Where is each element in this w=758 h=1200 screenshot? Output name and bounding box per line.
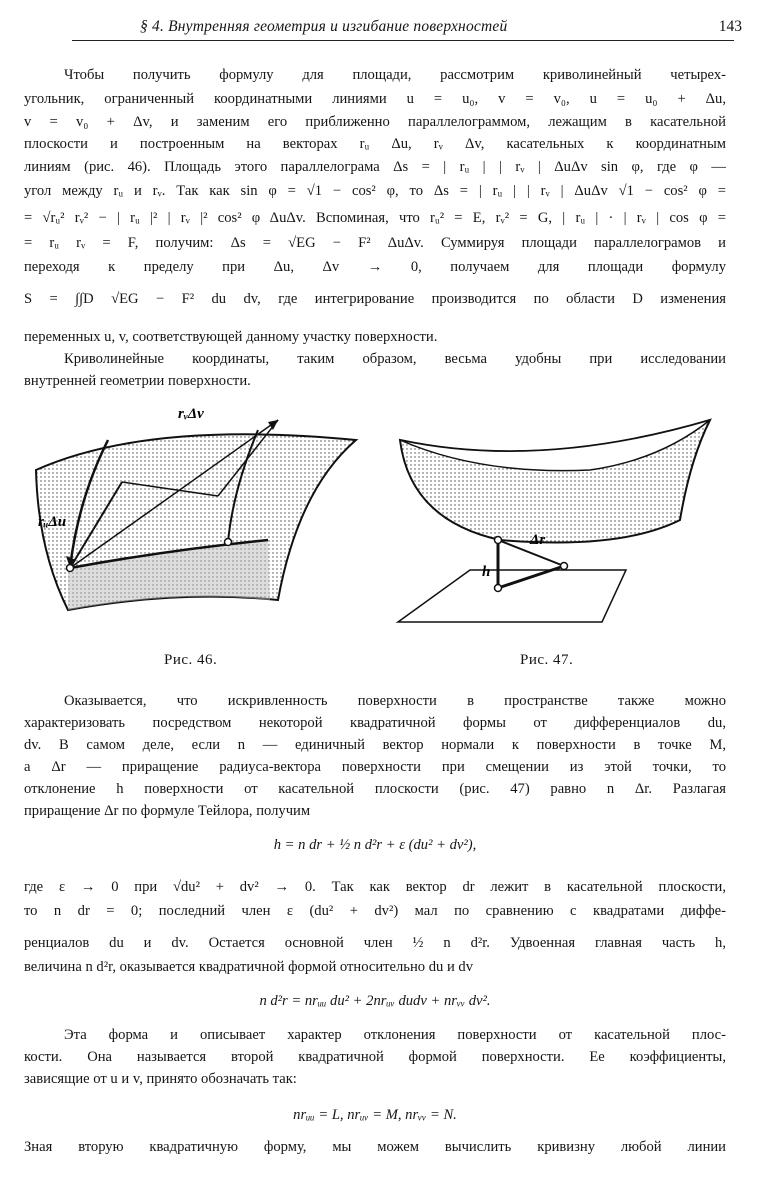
text-line: линиям (рис. 46). Площадь этого параллелограма Δs = | rᵤ | | rᵥ | ΔuΔv sin φ, где φ — bbox=[24, 159, 726, 175]
text-line: v = v₀ + Δv, и заменим его приближенно параллелограммом, лежащим в касательной bbox=[24, 114, 726, 130]
page-number: 143 bbox=[718, 18, 742, 35]
text-line: Криволинейные координаты, таким образом, весьма удобны при исследовании bbox=[64, 351, 726, 367]
text-line: величина n d²r, оказывается квадратичной формой относительно du и dv bbox=[24, 959, 473, 975]
text-line: внутренней геометрии поверхности. bbox=[24, 373, 251, 389]
text-line: то n dr = 0; последний член ε (du² + dv²) мал по сравнению с квадратами диффе- bbox=[24, 903, 726, 919]
text-line: угол между rᵤ и rᵥ. Так как sin φ = √1 − cos² φ, то Δs = | rᵤ | | rᵥ | ΔuΔv √1 − cos² φ = bbox=[24, 183, 726, 199]
text-line: Оказывается, что искривленность поверхности в пространстве также можно bbox=[64, 693, 726, 709]
point-shifted bbox=[561, 563, 568, 570]
text-line: переменных u, v, соответствующей данному участку поверхности. bbox=[24, 329, 438, 345]
text-line: кости. Она называется второй квадратичной формой поверхности. Ее коэффициенты, bbox=[24, 1049, 726, 1065]
text-line: = √rᵤ² rᵥ² − | rᵤ |² | rᵥ |² cos² φ ΔuΔv. Вспоминая, что rᵤ² = E, rᵥ² = G, | rᵤ | · | rᵥ | cos φ = bbox=[24, 210, 726, 226]
page-header bbox=[72, 16, 742, 41]
text-line: dv. В самом деле, если n — единичный вектор нормали к поверхности в точке M, bbox=[24, 737, 726, 753]
text-line: характеризовать посредством некоторой квадратичной формы от дифференциалов du, bbox=[24, 715, 726, 731]
text-line: переходя к пределу при Δu, Δv → 0, получаем для площади формулу bbox=[24, 259, 726, 275]
text-line: Зная вторую квадратичную форму, мы можем вычислить кривизну любой линии bbox=[24, 1139, 726, 1155]
arrowhead bbox=[268, 420, 278, 430]
text-line: плоскости и построенным на векторах rᵤ Δu, rᵥ Δv, касательных к координатным bbox=[24, 136, 726, 152]
figure-46-surface bbox=[28, 400, 368, 640]
point-m bbox=[495, 537, 502, 544]
text-line: а Δr — приращение радиуса-вектора поверхности при смещении из этой точки, то bbox=[24, 759, 726, 775]
text-line: ренциалов du и dv. Остается основной член ½ n d²r. Удвоенная главная часть h, bbox=[24, 935, 726, 951]
label-h: h bbox=[482, 564, 491, 580]
text-line: Эта форма и описывает характер отклонения поверхности от касательной плос- bbox=[64, 1027, 726, 1043]
text-line: где ε → 0 при √du² + dv² → 0. Так как вектор dr лежит в касательной плоскости, bbox=[24, 879, 726, 895]
corner-point bbox=[225, 539, 232, 546]
text-line: отклонение h поверхности от касательной плоскости (рис. 47) равно n Δr. Разлагая bbox=[24, 781, 726, 797]
area-formula-line: S = ∫∫D √EG − F² du dv, где интегрирование производится по области D изменения bbox=[24, 291, 726, 307]
label-delta-r: Δr bbox=[530, 532, 546, 548]
header-title: § 4. Внутренняя геометрия и изгибание поверхностей bbox=[140, 18, 508, 35]
text-line: = rᵤ rᵥ = F, получим: Δs = √EG − F² ΔuΔv. Суммируя площади параллелограмов и bbox=[24, 235, 726, 251]
label-rv-dv: rᵥΔv bbox=[178, 406, 204, 422]
tangent-plane bbox=[398, 570, 626, 622]
text-line: зависящие от u и v, принято обозначать так: bbox=[24, 1071, 297, 1087]
text-line: Чтобы получить формулу для площади, рассмотрим криволинейный четырех- bbox=[64, 67, 726, 83]
text-line: угольник, ограниченный координатными линиями u = u₀, v = v₀, u = u₀ + Δu, bbox=[24, 91, 726, 107]
figure-46-caption: Рис. 46. bbox=[164, 652, 218, 668]
text-line: приращение Δr по формуле Тейлора, получим bbox=[24, 803, 311, 819]
taylor-formula: h = n dr + ½ n d²r + ε (du² + dv²), bbox=[273, 837, 477, 853]
label-ru-du: rᵤΔu bbox=[38, 514, 67, 530]
coefficients-formula: nrᵤᵤ = L, nrᵤᵥ = M, nrᵥᵥ = N. bbox=[293, 1107, 457, 1123]
second-form-formula: n d²r = nrᵤᵤ du² + 2nrᵤᵥ dudv + nrᵥᵥ dv². bbox=[259, 993, 491, 1009]
figure-47-caption: Рис. 47. bbox=[520, 652, 574, 668]
point-projection bbox=[495, 585, 502, 592]
figure-47-surface bbox=[390, 400, 730, 640]
corner-point bbox=[67, 565, 74, 572]
